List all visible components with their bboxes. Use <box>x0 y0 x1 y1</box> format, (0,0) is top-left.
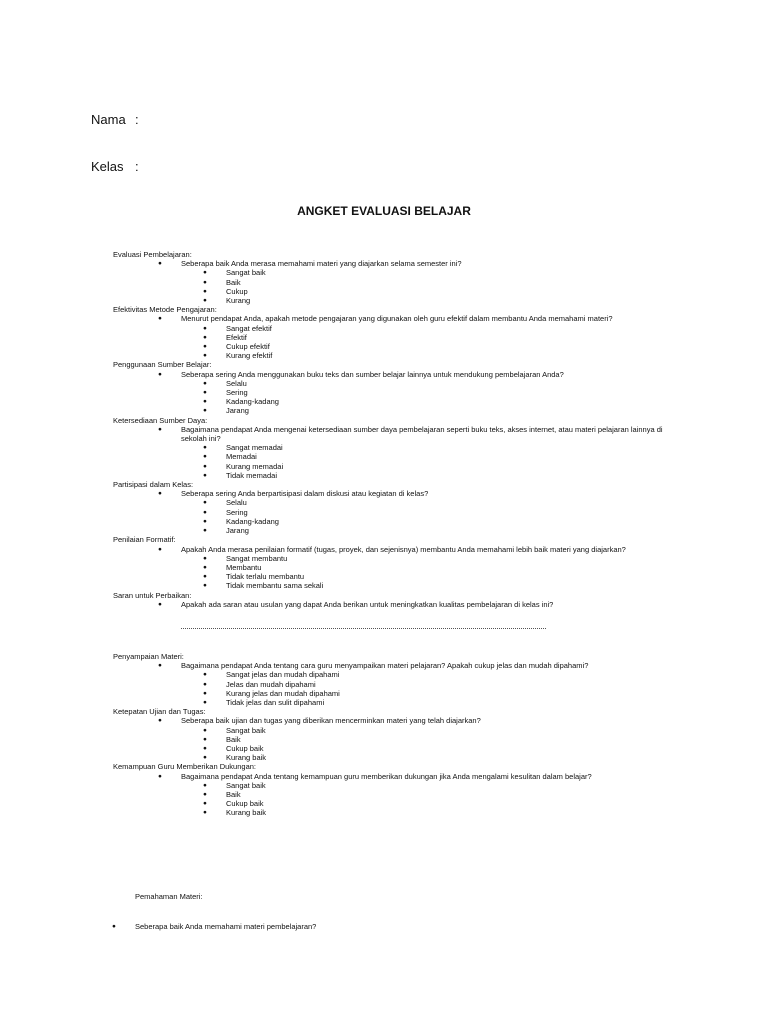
answer-option <box>113 753 673 762</box>
option-label: Sering <box>226 507 248 517</box>
bullet-icon: ● <box>203 517 207 525</box>
section <box>113 360 673 415</box>
bullet-icon: ● <box>158 662 162 670</box>
question-text: Seberapa baik ujian dan tugas yang diberikan mencerminkan materi yang telah diajarkan? <box>181 716 481 726</box>
bullet-icon: ● <box>203 453 207 461</box>
option-label: Kadang-kadang <box>226 516 279 526</box>
bullet-icon: ● <box>203 333 207 341</box>
bullet-icon: ● <box>203 379 207 387</box>
answer-option <box>113 781 673 790</box>
question <box>113 370 673 379</box>
option-label: Sangat memadai <box>226 443 283 453</box>
question-text: Bagaimana pendapat Anda mengenai ketersediaan sumber daya pembelajaran seperti buku teks, akses internet, atau materi pelajaran lainnya di sekolah ini? <box>181 424 663 444</box>
bullet-icon: ● <box>203 698 207 706</box>
bullet-icon: ● <box>112 923 116 930</box>
bullet-icon: ● <box>203 726 207 734</box>
bullet-icon: ● <box>203 471 207 479</box>
option-label: Kurang memadai <box>226 461 284 471</box>
question <box>113 425 673 443</box>
answer-option <box>113 508 673 517</box>
question-text: Bagaimana pendapat Anda tentang cara guru menyampaikan materi pelajaran? Apakah cukup jelas dan mudah dipahami? <box>181 661 589 671</box>
option-label: Tidak membantu sama sekali <box>226 581 324 591</box>
section <box>113 535 673 590</box>
option-label: Baik <box>226 277 241 287</box>
bullet-icon: ● <box>203 297 207 305</box>
answer-option <box>113 296 673 305</box>
section-title: Penggunaan Sumber Belajar: <box>113 360 212 370</box>
answer-option <box>113 790 673 799</box>
bullet-icon: ● <box>203 352 207 360</box>
option-label: Sangat jelas dan mudah dipahami <box>226 670 340 680</box>
answer-option <box>113 581 673 590</box>
answer-option <box>113 278 673 287</box>
bullet-icon: ● <box>203 527 207 535</box>
answer-option <box>113 799 673 808</box>
answer-option <box>113 735 673 744</box>
option-label: Sangat membantu <box>226 553 288 563</box>
bullet-icon: ● <box>203 790 207 798</box>
question-text: Apakah Anda merasa penilaian formatif (tugas, proyek, dan sejenisnya) membantu Anda memahami lebih baik materi yang diajarkan? <box>181 544 626 554</box>
answer-option <box>113 670 673 679</box>
answer-option <box>113 452 673 461</box>
bullet-icon: ● <box>203 324 207 332</box>
answer-option <box>113 572 673 581</box>
bullet-icon: ● <box>158 370 162 378</box>
bullet-icon: ● <box>203 809 207 817</box>
option-label: Kurang baik <box>226 753 267 763</box>
answer-option <box>113 268 673 277</box>
section-gap <box>113 629 673 652</box>
option-label: Kurang efektif <box>226 351 273 361</box>
bullet-icon: ● <box>203 389 207 397</box>
option-label: Cukup baik <box>226 799 264 809</box>
answer-option <box>113 406 673 415</box>
section-title: Efektivitas Metode Pengajaran: <box>113 305 217 315</box>
section <box>113 416 673 480</box>
question <box>113 716 673 725</box>
option-label: Efektif <box>226 332 247 342</box>
option-label: Memadai <box>226 452 257 462</box>
section <box>113 591 673 629</box>
option-label: Selalu <box>226 378 247 388</box>
answer-option <box>113 397 673 406</box>
option-label: Jarang <box>226 526 249 536</box>
option-label: Baik <box>226 789 241 799</box>
question <box>113 489 673 498</box>
option-label: Tidak terlalu membantu <box>226 572 305 582</box>
section-title: Ketersediaan Sumber Daya: <box>113 415 208 425</box>
page-title: ANGKET EVALUASI BELAJAR <box>297 204 471 218</box>
option-label: Kurang jelas dan mudah dipahami <box>226 688 340 698</box>
section <box>113 250 673 305</box>
bullet-icon: ● <box>203 563 207 571</box>
bullet-icon: ● <box>203 554 207 562</box>
bullet-icon: ● <box>203 582 207 590</box>
bullet-icon: ● <box>158 717 162 725</box>
question <box>113 661 673 670</box>
section-title: Penilaian Formatif: <box>113 535 176 545</box>
bullet-icon: ● <box>203 398 207 406</box>
question <box>113 600 673 609</box>
questionnaire <box>113 250 673 818</box>
answer-option <box>113 808 673 817</box>
bullet-icon: ● <box>203 744 207 752</box>
question-text: Seberapa baik Anda merasa memahami materi yang diajarkan selama semester ini? <box>181 259 462 269</box>
bullet-icon: ● <box>158 260 162 268</box>
option-label: Sangat efektif <box>226 323 272 333</box>
bullet-icon: ● <box>203 680 207 688</box>
section-title: Pemahaman Materi: <box>135 892 203 901</box>
question <box>113 259 673 268</box>
section-title: Saran untuk Perbaikan: <box>113 590 192 600</box>
name-colon: : <box>135 112 139 127</box>
bullet-icon: ● <box>158 600 162 608</box>
answer-option <box>113 324 673 333</box>
option-label: Selalu <box>226 498 247 508</box>
question-text: Menurut pendapat Anda, apakah metode pengajaran yang digunakan oleh guru efektif dalam membantu Anda memahami materi? <box>181 314 613 324</box>
section <box>113 652 673 707</box>
bullet-icon: ● <box>203 287 207 295</box>
bullet-icon: ● <box>158 772 162 780</box>
name-field <box>91 112 139 127</box>
answer-option <box>113 726 673 735</box>
bullet-icon: ● <box>203 462 207 470</box>
bullet-icon: ● <box>203 444 207 452</box>
option-label: Baik <box>226 734 241 744</box>
answer-option <box>113 563 673 572</box>
answer-option <box>113 471 673 480</box>
bullet-icon: ● <box>203 269 207 277</box>
answer-option <box>113 388 673 397</box>
bullet-icon: ● <box>203 754 207 762</box>
bullet-icon: ● <box>203 278 207 286</box>
question <box>113 772 673 781</box>
bullet-icon: ● <box>203 573 207 581</box>
answer-option <box>113 379 673 388</box>
option-label: Kurang <box>226 296 251 306</box>
bullet-icon: ● <box>203 499 207 507</box>
question-text: Bagaimana pendapat Anda tentang kemampuan guru memberikan dukungan jika Anda mengalami kesulitan dalam belajar? <box>181 771 592 781</box>
option-label: Cukup <box>226 286 248 296</box>
class-label: Kelas <box>91 159 124 174</box>
answer-option <box>113 517 673 526</box>
option-label: Kadang-kadang <box>226 397 279 407</box>
option-label: Tidak jelas dan sulit dipahami <box>226 697 325 707</box>
answer-option <box>113 342 673 351</box>
option-label: Jelas dan mudah dipahami <box>226 679 316 689</box>
section-title: Evaluasi Pembelajaran: <box>113 250 192 259</box>
section <box>113 707 673 762</box>
option-label: Jarang <box>226 406 249 416</box>
bullet-icon: ● <box>158 490 162 498</box>
bullet-icon: ● <box>203 781 207 789</box>
section-title: Kemampuan Guru Memberikan Dukungan: <box>113 762 256 772</box>
answer-option <box>113 351 673 360</box>
answer-option <box>113 443 673 452</box>
answer-option <box>113 462 673 471</box>
section-title: Ketepatan Ujian dan Tugas: <box>113 707 206 717</box>
option-label: Cukup baik <box>226 743 264 753</box>
bullet-icon: ● <box>203 735 207 743</box>
answer-option <box>113 689 673 698</box>
answer-option <box>113 698 673 707</box>
option-label: Cukup efektif <box>226 342 270 352</box>
question-text: Seberapa sering Anda menggunakan buku teks dan sumber belajar lainnya untuk mendukung pembelajaran Anda? <box>181 369 564 379</box>
section <box>113 305 673 360</box>
bullet-icon: ● <box>203 800 207 808</box>
option-label: Sangat baik <box>226 725 266 735</box>
answer-option <box>113 333 673 342</box>
bullet-icon: ● <box>203 407 207 415</box>
option-label: Kurang baik <box>226 808 267 818</box>
answer-option <box>113 554 673 563</box>
answer-option <box>113 498 673 507</box>
section-title: Partisipasi dalam Kelas: <box>113 480 194 490</box>
answer-option <box>113 680 673 689</box>
bullet-icon: ● <box>203 671 207 679</box>
answer-option <box>113 744 673 753</box>
question <box>113 545 673 554</box>
answer-option <box>113 526 673 535</box>
section <box>113 480 673 535</box>
class-field <box>91 159 139 174</box>
answer-option <box>113 287 673 296</box>
section-title: Penyampaian Materi: <box>113 651 184 661</box>
question <box>113 314 673 323</box>
option-label: Membantu <box>226 562 262 572</box>
bullet-icon: ● <box>203 689 207 697</box>
option-label: Tidak memadai <box>226 470 277 480</box>
class-colon: : <box>135 159 139 174</box>
question-text: Seberapa sering Anda berpartisipasi dalam diskusi atau kegiatan di kelas? <box>181 489 429 499</box>
bullet-icon: ● <box>203 508 207 516</box>
option-label: Sangat baik <box>226 268 266 278</box>
option-label: Sangat baik <box>226 780 266 790</box>
question-text: Seberapa baik Anda memahami materi pembelajaran? <box>135 922 317 931</box>
bullet-icon: ● <box>158 545 162 553</box>
question-text: Apakah ada saran atau usulan yang dapat Anda berikan untuk meningkatkan kualitas pembelajaran di kelas ini? <box>181 599 554 609</box>
bullet-icon: ● <box>203 343 207 351</box>
bullet-icon: ● <box>158 315 162 323</box>
name-label: Nama <box>91 112 126 127</box>
section <box>113 762 673 817</box>
option-label: Sering <box>226 388 248 398</box>
bullet-icon: ● <box>158 425 162 433</box>
